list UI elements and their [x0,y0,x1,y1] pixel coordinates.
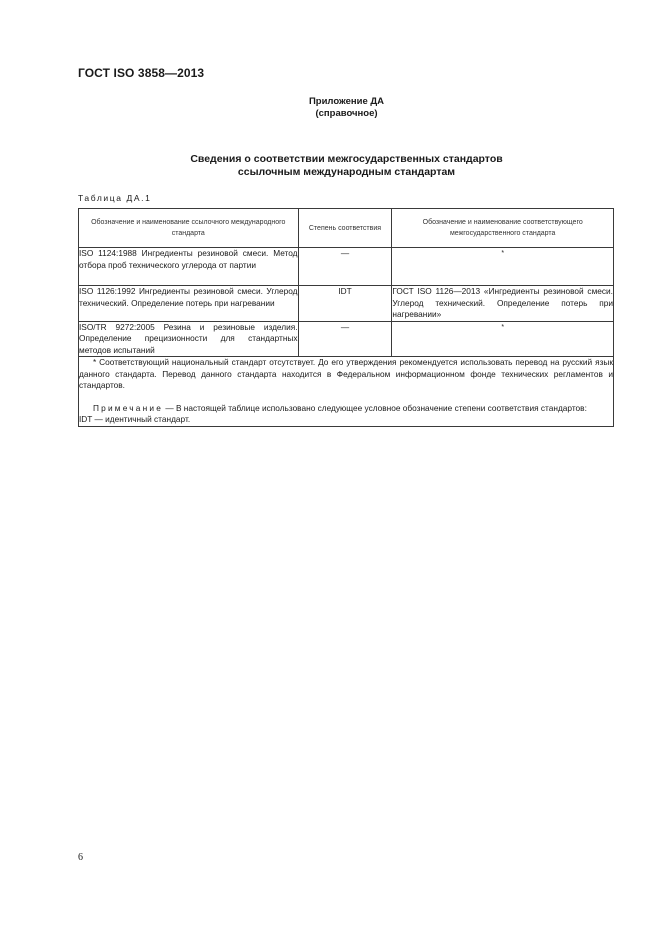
cell-international-standard: ISO 1124:1988 Ингредиенты резиновой смеси. Метод отбора проб технического углерода от партии [79,248,299,286]
table-caption: Таблица ДА.1 [78,193,152,203]
section-title-line-1: Сведения о соответствии межгосударственных стандартов [190,153,503,165]
table-row [79,321,614,357]
correspondence-table [78,208,614,427]
cell-interstate-standard [392,248,614,286]
table-header-row [79,209,614,248]
footnote-cell [79,357,614,427]
header-international-standard: Обозначение и наименование ссылочного международного стандарта [79,209,299,248]
note-label: Примечание [93,402,164,413]
section-title [0,153,661,179]
cell-degree: — [298,248,392,286]
table-row [79,248,614,286]
appendix-subtitle: (справочное) [315,108,378,119]
document-designation: ГОСТ ISO 3858—2013 [78,66,205,80]
page-number: 6 [78,852,83,863]
table-footnote-row [79,357,614,427]
header-interstate-standard: Обозначение и наименование соответствующего межгосударственного стандарта [392,209,614,248]
cell-degree: IDT [298,286,392,322]
footnote-text: * Соответствующий национальный стандарт отсутствует. До его утверждения рекомендуется использовать перевод на русский язык данного стандарта. Перевод данного стандарта находится в Федеральном информационном фонде технических регламентов и стандартов. [79,357,613,390]
cell-international-standard: ISO/TR 9272:2005 Резина и резиновые изделия. Определение прецизионности для стандартных методов испытаний [79,321,298,355]
asterisk-mark: * [501,250,505,257]
note-text: — В настоящей таблице использовано следующее условное обозначение степени соответствия стандартов: [165,402,587,413]
table-row [79,286,614,322]
appendix-title: Приложение ДА [308,96,385,107]
section-title-line-2: ссылочным международным стандартам [237,166,456,178]
cell-international-standard: ISO 1126:1992 Ингредиенты резиновой смеси. Углерод технический. Определение потерь при нагревании [79,286,299,322]
header-degree-of-correspondence: Степень соответствия [298,209,392,248]
cell-interstate-standard: ГОСТ ISO 1126—2013 «Ингредиенты резиновой смеси. Углерод технический. Определение потерь при нагревании» [392,286,613,319]
cell-interstate-standard [392,321,614,357]
note-item: IDT — идентичный стандарт. [79,414,191,424]
appendix-heading [0,96,661,120]
note-block [79,403,613,426]
asterisk-mark: * [501,323,505,331]
note-paragraph [79,403,613,415]
cell-degree: — [298,321,392,357]
